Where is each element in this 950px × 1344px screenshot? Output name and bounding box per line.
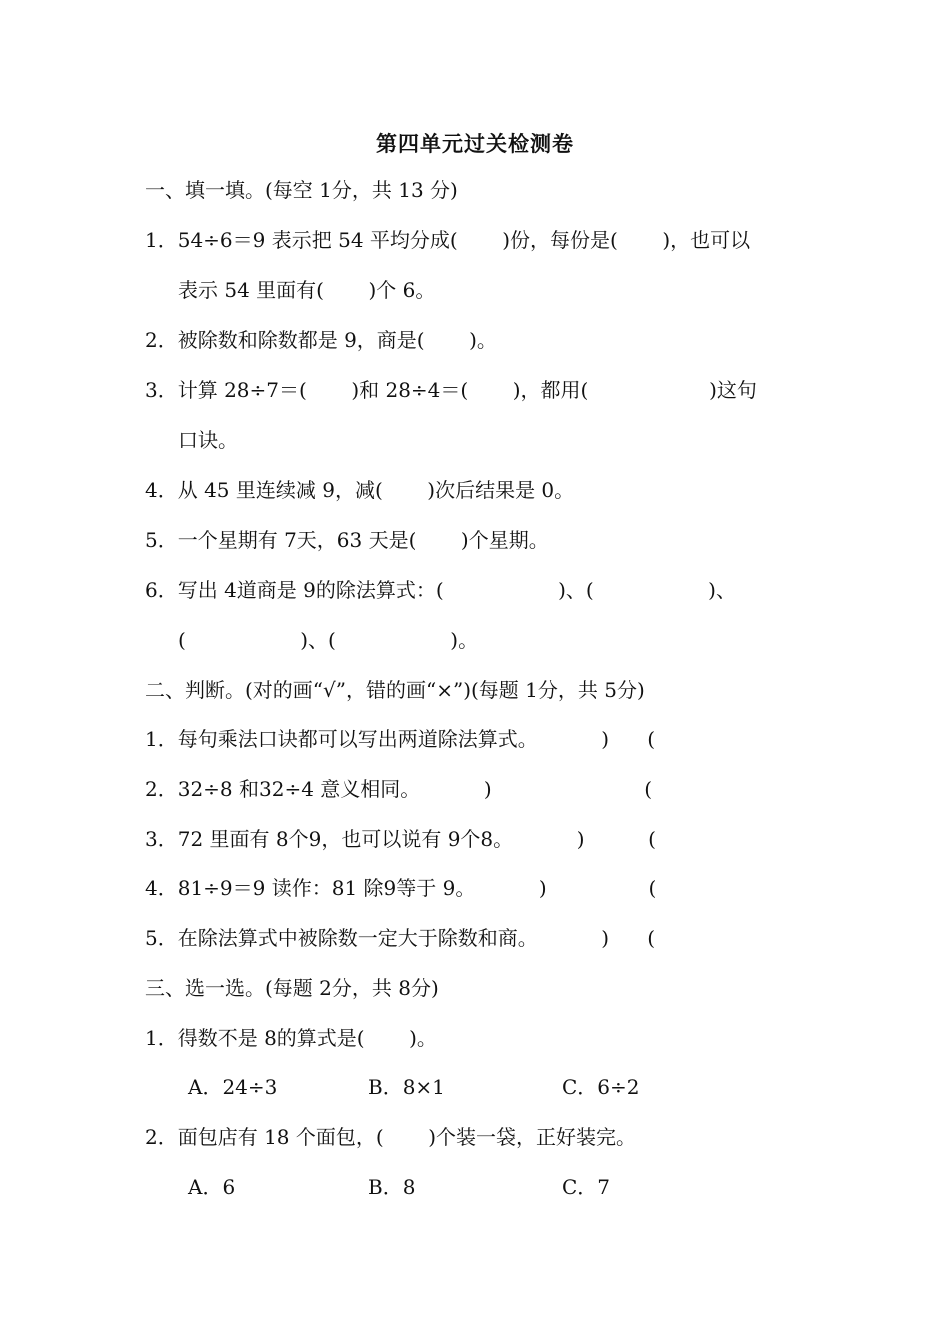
question-2-1: 1．每句乘法口诀都可以写出两道除法算式。 ) ( <box>145 727 656 751</box>
question-2-4: 4．81÷9＝9 读作：81 除9等于 9。 ) ( <box>145 876 657 900</box>
question-2-5: 5．在除法算式中被除数一定大于除数和商。 ) ( <box>145 926 656 950</box>
question-1-1-line-2: 表示 54 里面有( )个 6。 <box>178 278 436 302</box>
section-3-heading: 三、选一选。(每题 2分，共 8分) <box>145 976 439 1000</box>
question-1-3-line-2: 口诀。 <box>178 428 238 452</box>
question-3-2-option-b: B．8 <box>368 1175 416 1199</box>
question-1-6-line-2: ( )、( )。 <box>178 628 479 652</box>
question-2-3: 3．72 里面有 8个9，也可以说有 9个8。 ) ( <box>145 827 656 851</box>
question-3-2: 2．面包店有 18 个面包，( )个装一袋，正好装完。 <box>145 1125 636 1149</box>
question-1-4: 4．从 45 里连续减 9，减( )次后结果是 0。 <box>145 478 575 502</box>
question-1-5: 5．一个星期有 7天，63 天是( )个星期。 <box>145 528 549 552</box>
question-1-2: 2．被除数和除数都是 9，商是( )。 <box>145 328 497 352</box>
question-3-1-option-c: C．6÷2 <box>562 1075 640 1099</box>
question-1-6-line-1: 6．写出 4道商是 9的除法算式：( )、( )、 <box>145 578 736 602</box>
question-1-1-line-1: 1．54÷6＝9 表示把 54 平均分成( )份，每份是( )，也可以 <box>145 228 751 252</box>
question-3-2-option-a: A．6 <box>188 1175 236 1199</box>
question-1-3-line-1: 3．计算 28÷7＝( )和 28÷4＝( )，都用( )这句 <box>145 378 757 402</box>
section-1-heading: 一、填一填。(每空 1分，共 13 分) <box>145 178 458 202</box>
question-3-1-option-a: A．24÷3 <box>188 1075 278 1099</box>
question-3-1-option-b: B．8×1 <box>368 1075 445 1099</box>
page-title: 第四单元过关检测卷 <box>376 131 574 156</box>
question-3-1: 1．得数不是 8的算式是( )。 <box>145 1026 437 1050</box>
question-3-2-option-c: C．7 <box>562 1175 611 1199</box>
section-2-heading: 二、判断。(对的画“√”，错的画“×”)(每题 1分，共 5分) <box>145 678 645 702</box>
question-2-2: 2．32÷8 和32÷4 意义相同。 ) ( <box>145 777 653 801</box>
